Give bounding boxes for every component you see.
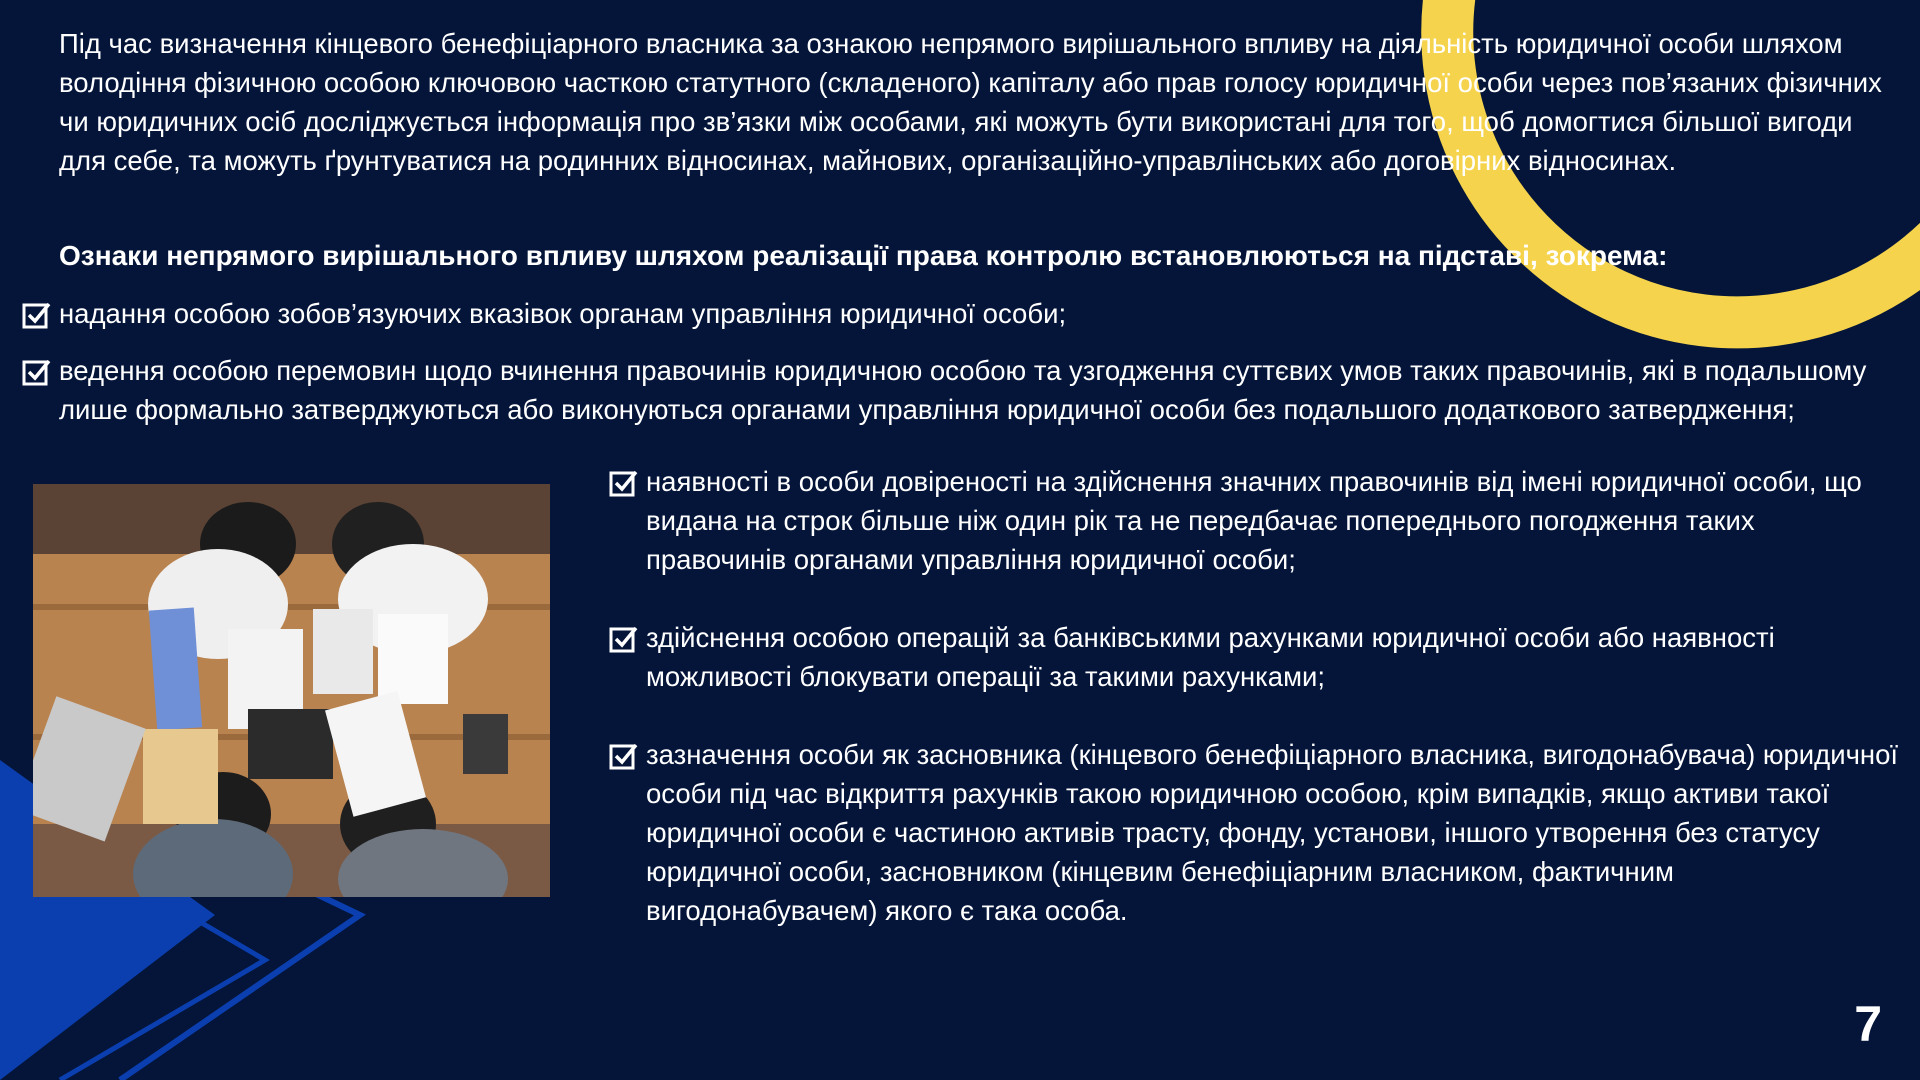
checkbox-checked-icon	[608, 624, 638, 654]
list-item-text: наявності в особи довіреності на здійснення значних правочинів від імені юридичної особи, що видана на строк більше ніж один рік та не передбачає попереднього погодження таких правочинів органами управління юридичної особи;	[646, 466, 1862, 575]
checkbox-checked-icon	[608, 468, 638, 498]
checkbox-checked-icon	[608, 741, 638, 771]
list-item-text: здійснення особою операцій за банківськими рахунками юридичної особи або наявності можливості блокувати операції за такими рахунками;	[646, 622, 1775, 692]
photo-illustration	[33, 484, 550, 897]
list-item-text: ведення особою перемовин щодо вчинення правочинів юридичною особою та узгодження суттєвих умов таких правочинів, які в подальшому лише формально затверджуються або виконуються органами управління юридичної особи без подальшого додаткового затвердження;	[59, 355, 1867, 425]
list-item	[59, 351, 1899, 429]
section-heading: Ознаки непрямого вирішального впливу шляхом реалізації права контролю встановлюються на підставі, зокрема:	[59, 240, 1668, 271]
list-item	[646, 462, 1900, 579]
business-meeting-photo	[33, 484, 550, 897]
list-item	[59, 294, 1899, 333]
page-number: 7	[1854, 996, 1882, 1052]
list-item-text: зазначення особи як засновника (кінцевого бенефіціарного власника, вигодонабувача) юридичної особи під час відкриття рахунків такою юридичною особою, крім випадків, якщо активи такої юридичної особи є частиною активів трасту, фонду, установи, іншого утворення без статусу юридичної особи, засновником (кінцевим бенефіціарним власником, фактичним вигодонабувачем) якого є така особа.	[646, 739, 1899, 926]
list-item	[646, 735, 1900, 930]
checkbox-checked-icon	[21, 357, 51, 387]
list-item-text: надання особою зобов’язуючих вказівок органам управління юридичної особи;	[59, 298, 1067, 329]
checkbox-checked-icon	[21, 300, 51, 330]
intro-paragraph: Під час визначення кінцевого бенефіціарного власника за ознакою непрямого вирішального впливу на діяльність юридичної особи шляхом володіння фізичною особою ключовою часткою статутного (складеного) капіталу або прав голосу юридичної особи через пов’язаних фізичних чи юридичних осіб досліджується інформація про зв’язки між особами, які можуть бути використані для того, щоб домогтися більшої вигоди для себе, та можуть ґрунтуватися на родинних відносинах, майнових, організаційно-управлінських або договірних відносинах.	[59, 28, 1882, 176]
list-item	[646, 618, 1900, 696]
